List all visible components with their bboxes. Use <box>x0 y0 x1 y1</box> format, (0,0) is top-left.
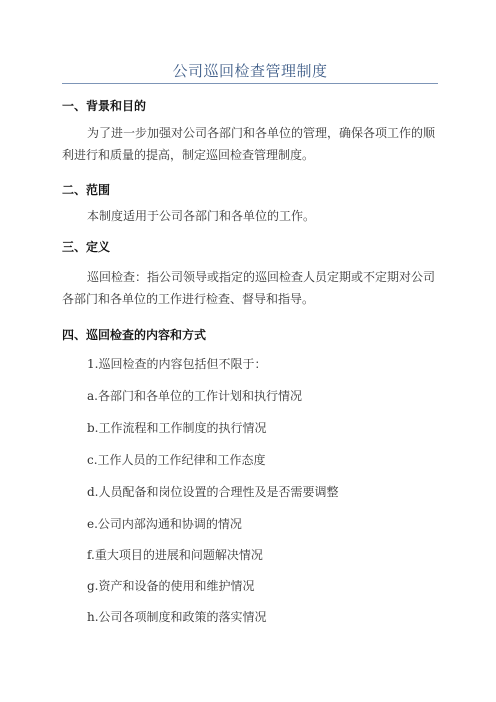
section-body-background: 为了进一步加强对公司各部门和各单位的管理，确保各项工作的顺利进行和质量的提高，制定巡回检查管理制度。 <box>62 126 436 162</box>
list-item: e.公司内部沟通和协调的情况 <box>87 517 242 531</box>
section-body-definition: 巡回检查：指公司领导或指定的巡回检查人员定期或不定期对公司各部门和各单位的工作进行检查、督导和指导。 <box>62 270 436 306</box>
list-item: a.各部门和各单位的工作计划和执行情况 <box>87 389 302 403</box>
list-item: c.工作人员的工作纪律和工作态度 <box>87 453 266 467</box>
list-item: g.资产和设备的使用和维护情况 <box>87 579 255 593</box>
section-heading-definition: 三、定义 <box>62 240 111 254</box>
title-divider <box>62 83 438 84</box>
section-heading-background: 一、背景和目的 <box>62 99 147 113</box>
list-item: h.公司各项制度和政策的落实情况 <box>87 610 267 624</box>
list-item: f.重大项目的进展和问题解决情况 <box>87 548 263 562</box>
section-heading-content-method: 四、巡回检查的内容和方式 <box>62 328 207 342</box>
section-heading-scope: 二、范围 <box>62 183 111 197</box>
document-title: 公司巡回检查管理制度 <box>172 62 328 80</box>
section-body-scope: 本制度适用于公司各部门和各单位的工作。 <box>87 209 316 223</box>
list-item: 1.巡回检查的内容包括但不限于： <box>87 357 267 371</box>
list-item: b.工作流程和工作制度的执行情况 <box>87 421 267 435</box>
list-item: d.人员配备和岗位设置的合理性及是否需要调整 <box>87 485 339 499</box>
